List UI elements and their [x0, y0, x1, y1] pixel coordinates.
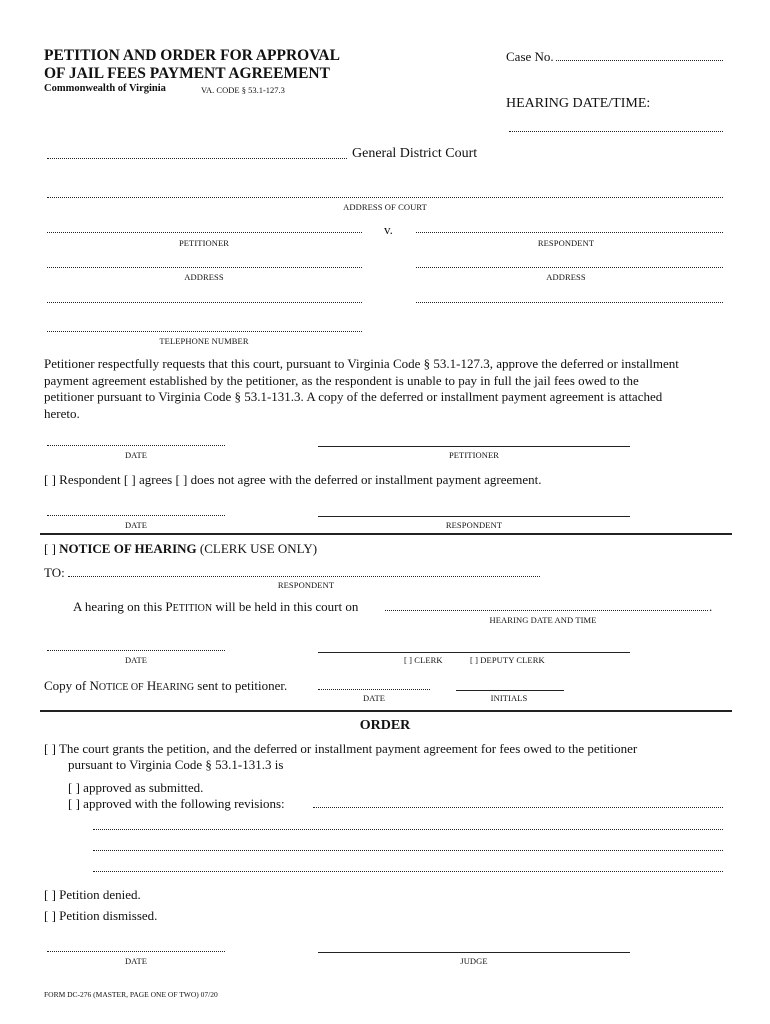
form-title-line-1: PETITION AND ORDER FOR APPROVAL: [44, 47, 340, 64]
respondent-address-field-2[interactable]: [416, 302, 723, 303]
revisions-checkbox[interactable]: [ ]: [68, 796, 80, 811]
hearing-datetime-label: HEARING DATE/TIME:: [506, 96, 651, 111]
hearing-datetime-field[interactable]: [509, 131, 723, 132]
dismissed-checkbox[interactable]: [ ]: [44, 908, 56, 923]
respondent-date-field[interactable]: [47, 515, 225, 516]
hearing-text-b: will be held in this court on: [212, 599, 359, 614]
hearing-period: .: [709, 599, 713, 614]
notice-heading: NOTICE OF HEARING: [59, 541, 197, 556]
judge-signature-field[interactable]: [318, 952, 630, 953]
not-agree-checkbox[interactable]: [ ]: [175, 472, 188, 487]
petitioner-telephone-field[interactable]: [47, 331, 362, 332]
va-code-label: VA. CODE § 53.1-127.3: [201, 85, 285, 95]
approved-with-revisions-row: [68, 796, 285, 812]
revisions-field-4[interactable]: [93, 871, 723, 872]
petition-date-field[interactable]: [47, 445, 225, 446]
case-no-label: Case No.: [506, 49, 554, 64]
notice-date-label: DATE: [124, 655, 148, 665]
respondent-label: RESPONDENT: [537, 238, 595, 248]
not-agree-label: does not agree with the deferred or installment payment agreement.: [190, 472, 542, 487]
petitioner-signature-label: PETITIONER: [448, 450, 500, 460]
denied-label: Petition denied.: [59, 887, 141, 902]
hearing-text-smallcaps: ETITION: [172, 603, 213, 614]
court-type-label: General District Court: [352, 146, 478, 161]
initials-label: INITIALS: [490, 693, 528, 703]
deputy-clerk-checkbox-label[interactable]: [ ] DEPUTY CLERK: [470, 655, 545, 665]
form-title-line-2: OF JAIL FEES PAYMENT AGREEMENT: [44, 65, 330, 82]
dismissed-label: Petition dismissed.: [59, 908, 158, 923]
hearing-date-time-field[interactable]: [385, 610, 708, 611]
copy-text-sc-b: EARING: [156, 682, 195, 693]
to-label: TO:: [44, 565, 65, 580]
petition-dismissed-row: [44, 908, 157, 924]
copy-text-sc-a: OTICE OF: [98, 682, 144, 693]
respondent-address-field-1[interactable]: [416, 267, 723, 268]
petition-line-2: payment agreement established by the petitioner, as the respondent is unable to pay in full the jail fees owed to the: [44, 372, 639, 388]
clerk-signature-field[interactable]: [318, 652, 630, 653]
court-address-label: ADDRESS OF COURT: [343, 202, 427, 212]
respondent-date-label: DATE: [124, 520, 148, 530]
petitioner-label: PETITIONER: [178, 238, 230, 248]
grant-text-line-2: pursuant to Virginia Code § 53.1-131.3 is: [68, 757, 284, 772]
notice-heading-row: [44, 541, 317, 557]
section-divider-order: [40, 710, 732, 712]
initials-field[interactable]: [456, 690, 564, 691]
notice-respondent-field[interactable]: [68, 576, 540, 577]
judge-label: JUDGE: [460, 956, 488, 966]
hearing-sentence: [73, 599, 358, 615]
revisions-field-2[interactable]: [93, 829, 723, 830]
petitioner-signature-field[interactable]: [318, 446, 630, 447]
section-divider-notice: [40, 533, 732, 535]
denied-checkbox[interactable]: [ ]: [44, 887, 56, 902]
petition-date-label: DATE: [124, 450, 148, 460]
copy-text-c: sent to petitioner.: [194, 678, 288, 693]
copy-text-b: H: [143, 678, 157, 693]
petitioner-address-field-2[interactable]: [47, 302, 362, 303]
revisions-label: approved with the following revisions:: [83, 796, 285, 811]
form-id-footer: FORM DC-276 (MASTER, PAGE ONE OF TWO) 07/20: [44, 990, 218, 999]
copy-sent-date-field[interactable]: [318, 689, 430, 690]
petition-line-4: hereto.: [44, 405, 80, 421]
approved-checkbox[interactable]: [ ]: [68, 780, 80, 795]
petition-denied-row: [44, 887, 141, 903]
form-title: [44, 47, 340, 83]
hearing-text-a: A hearing on this P: [73, 599, 173, 614]
notice-checkbox[interactable]: [ ]: [44, 541, 56, 556]
telephone-label: TELEPHONE NUMBER: [159, 336, 249, 346]
court-address-field[interactable]: [47, 197, 723, 198]
notice-respondent-label: RESPONDENT: [277, 580, 335, 590]
petitioner-name-field[interactable]: [47, 232, 362, 233]
versus-label: v.: [384, 222, 393, 237]
grant-text-line-1: The court grants the petition, and the deferred or installment payment agreement for fees owed to the petitioner: [58, 741, 638, 756]
notice-date-field[interactable]: [47, 650, 225, 651]
petition-line-3: petitioner pursuant to Virginia Code § 53.1-131.3. A copy of the deferred or installment payment agreement is attached: [44, 389, 663, 404]
order-date-label: DATE: [124, 956, 148, 966]
agrees-label: agrees: [138, 472, 173, 487]
clerk-checkbox-label[interactable]: [ ] CLERK: [404, 655, 443, 665]
petitioner-address-label: ADDRESS: [184, 272, 224, 282]
case-no-field[interactable]: [556, 60, 723, 61]
respondent-name-field[interactable]: [416, 232, 723, 233]
petitioner-address-field-1[interactable]: [47, 267, 362, 268]
commonwealth-label: Commonwealth of Virginia: [44, 83, 166, 94]
respondent-address-label: ADDRESS: [546, 272, 586, 282]
respondent-agreement-row: [44, 472, 541, 488]
hearing-date-time-label: HEARING DATE AND TIME: [489, 615, 597, 625]
revisions-field-1[interactable]: [313, 807, 723, 808]
order-date-field[interactable]: [47, 951, 225, 952]
approved-label: approved as submitted.: [83, 780, 204, 795]
copy-sent-date-label: DATE: [362, 693, 386, 703]
copy-text-a: Copy of N: [44, 678, 99, 693]
petition-paragraph: [44, 356, 734, 422]
respondent-word: Respondent: [59, 472, 121, 487]
clerk-use-label: (CLERK USE ONLY): [199, 541, 318, 556]
respondent-checkbox[interactable]: [ ]: [44, 472, 56, 487]
petition-line-1: Petitioner respectfully requests that this court, pursuant to Virginia Code § 53.1-127.3, approve the deferred or installment: [44, 356, 679, 371]
revisions-field-3[interactable]: [93, 850, 723, 851]
agrees-checkbox[interactable]: [ ]: [123, 472, 136, 487]
copy-sent-sentence: [44, 678, 287, 694]
approved-as-submitted-row: [68, 780, 203, 796]
order-grant-row: [44, 741, 637, 757]
grant-checkbox[interactable]: [ ]: [44, 741, 56, 756]
respondent-signature-label: RESPONDENT: [445, 520, 503, 530]
respondent-signature-field[interactable]: [318, 516, 630, 517]
court-name-field[interactable]: [47, 158, 347, 159]
order-heading: ORDER: [359, 718, 411, 733]
